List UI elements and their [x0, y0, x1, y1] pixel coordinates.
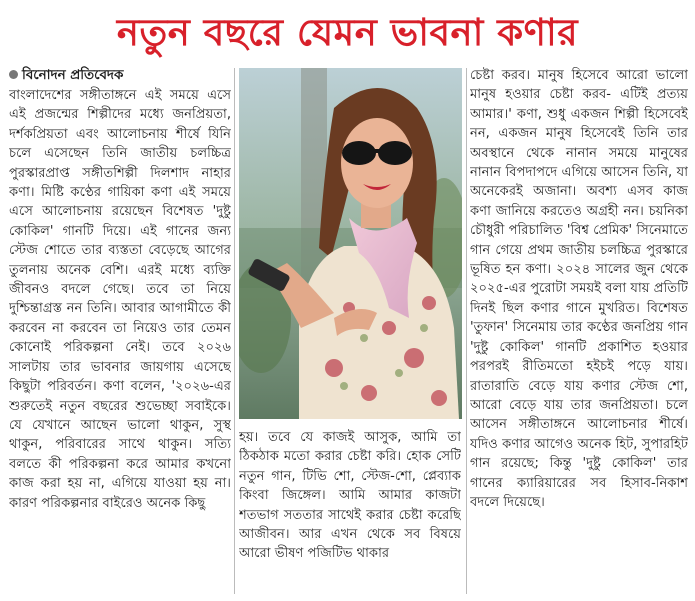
- article-column-2: [239, 428, 461, 594]
- column-divider-right: [466, 68, 467, 594]
- column-divider-left: [234, 68, 235, 594]
- headline: নতুন বছরে যেমন ভাবনা কণার: [116, 11, 579, 54]
- bullet-icon: [9, 70, 18, 79]
- column-2-text: হয়। তবে যে কাজই আসুক, আমি তা ঠিকঠাক মতো করার চেষ্টা করি। হোক সেটি নতুন গান, টিভি শো, স্টেজ-শো, প্লেব্যাক কিংবা জিঙ্গেল। আমি আমার কাজটা শতভাগ সততার সাথেই করার চেষ্টা করেছি আজীবন। আর এখন থেকে সব বিষয়ে আরো ভীষণ পজিটিভ থাকার: [239, 430, 461, 562]
- article-column-3: [470, 66, 688, 594]
- byline-text: বিনোদন প্রতিবেদক: [22, 68, 124, 83]
- photo-singer: [239, 68, 462, 419]
- singer-photo-illustration: [239, 68, 462, 419]
- article-column-1: [9, 66, 231, 594]
- column-1-text: বাংলাদেশের সঙ্গীতাঙ্গনে এই সময়ে এসে এই প্রজন্মের শিল্পীদের মধ্যে জনপ্রিয়তা, দর্শকপ্রিয়তা এবং আলোচনায় শীর্ষে যিনি চলে এসেছেন তিনি জাতীয় চলচ্চিত্র পুরস্কারপ্রাপ্ত সঙ্গীতশিল্পী দিলশাদ নাহার কণা। মিষ্টি কণ্ঠের গায়িকা কণা এই সময়ে এসে আলোচনায় রয়েছেন বিশেষত 'দুষ্টু কোকিল' গানটি দিয়ে। এই গানের জন্য স্টেজ শোতে তার ব্যস্ততা বেড়েছে আগের তুলনায় অনেক বেশি। এরই মধ্যে ব্যক্তি জীবনও বদলে গেছে। তবে তা নিয়ে দুশ্চিন্তাগ্রস্ত নন তিনি। আবার আগামীতে কী করবেন না করবেন তা নিয়েও তার তেমন কোনোই পরিকল্পনা নেই। তবে ২০২৬ সালটায় তার ভাবনার জায়গায় এসেছে কিছুটা পরিবর্তন। কণা বলেন, '২০২৬-এর শুরুতেই নতুন বছরের শুভেচ্ছা সবাইকে। যে যেখানে আছেন ভালো থাকুন, সুস্থ থাকুন, পরিবারের সাথে থাকুন। সত্যি বলতে কী পরিকল্পনা করে আমার কখনো কাজ করা হয় না, এগিয়ে যাওয়া হয় না। কারণ পরিকল্পনার বাইরেও অনেক কিছু: [9, 88, 231, 511]
- byline: [9, 66, 231, 86]
- column-3-text: চেষ্টা করব। মানুষ হিসেবে আরো ভালো মানুষ হওয়ার চেষ্টা করব- এটিই প্রত্যয় আমার।' কণা, শুধু একজন শিল্পী হিসেবেই নন, একজন মানুষ হিসেবেই তিনি তার অবস্থানে থেকে নানান সময়ে মানুষের নানান বিপদাপদে এগিয়ে আসেন তিনি, যা অনেকেরই অজানা। অবশ্য এসব কাজ কণা জানিয়ে করতেও অগ্রহী নন। চয়নিকা চৌধুরী পরিচালিত 'বিশ্ব প্রেমিক' সিনেমাতে গান গেয়ে প্রথম জাতীয় চলচ্চিত্র পুরস্কারে ভূষিত হন কণা। ২০২৪ সালের জুন থেকে ২০২৫-এর পুরোটা সময়ই বলা যায় প্রতিটি দিনই ছিল কণার গানে মুখরিত। বিশেষত 'তুফান' সিনেমায় তার কণ্ঠের জনপ্রিয় গান 'দুষ্টু কোকিল' গানটি প্রকাশিত হওয়ার পরপরই রীতিমতো হইচই পড়ে যায়। রাতারাতি বেড়ে যায় কণার স্টেজ শো, আরো বেড়ে যায় তার জনপ্রিয়তা। চলে আসেন সঙ্গীতাঙ্গনে আলোচনার শীর্ষে। যদিও কণার আগেও অনেক হিট, সুপারহিট গান রয়েছে; কিন্তু 'দুষ্টু কোকিল' তার গানের ক্যারিয়ারের সব হিসাব-নিকাশ বদলে দিয়েছে।: [470, 68, 688, 510]
